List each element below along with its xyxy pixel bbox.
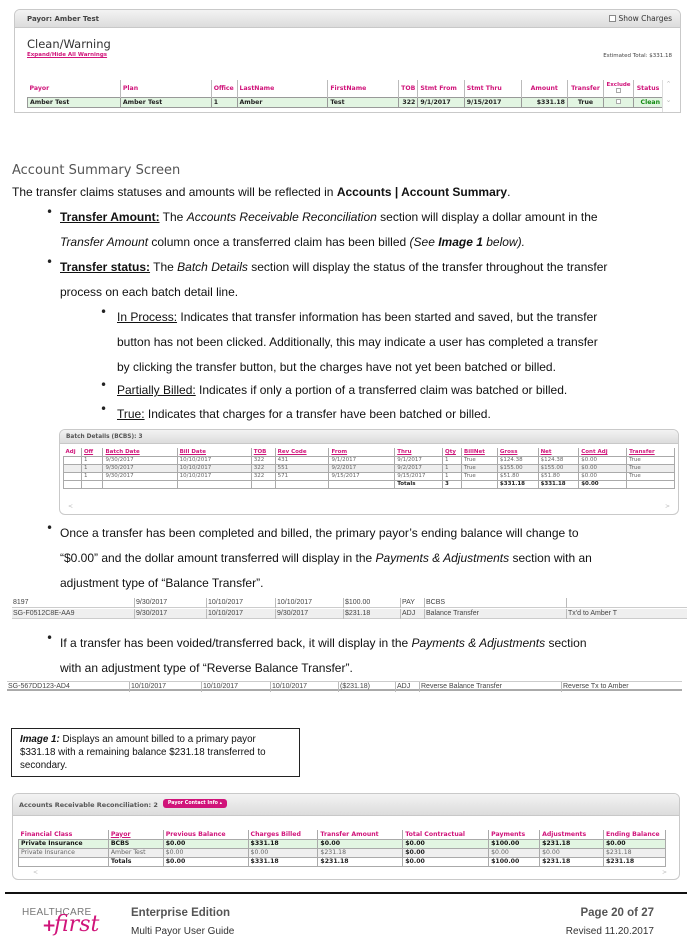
cell-ending-balance: $0.00 bbox=[604, 839, 666, 848]
col-adjustments[interactable]: Adjustments bbox=[540, 830, 604, 839]
batch-detail-row[interactable] bbox=[64, 456, 675, 464]
payment-cell: $231.18 bbox=[343, 609, 400, 619]
text: Indicates that charges for a transfer have been batched or billed. bbox=[144, 407, 491, 421]
text: by clicking the transfer button, but the charges have not yet been batched or billed. bbox=[117, 360, 556, 374]
payment-cell bbox=[566, 598, 686, 608]
text: The bbox=[150, 260, 178, 274]
batch-detail-row[interactable] bbox=[64, 472, 675, 480]
batch-details-header: Batch Details (BCBS): 3 bbox=[60, 430, 678, 444]
transfer-status-label: Transfer status: bbox=[60, 260, 151, 274]
total-cell bbox=[103, 480, 177, 488]
ar-row[interactable] bbox=[19, 839, 666, 848]
text: The bbox=[159, 210, 187, 224]
cell-tob: 322 bbox=[251, 472, 275, 480]
cell-qty: 1 bbox=[443, 472, 462, 480]
claims-table bbox=[27, 80, 663, 108]
col-cont-adj[interactable]: Cont Adj bbox=[579, 448, 627, 456]
cell-net: $124.38 bbox=[538, 456, 579, 464]
col-status[interactable]: Status bbox=[634, 80, 663, 97]
intro-paragraph bbox=[12, 180, 510, 205]
cell-transfer: True bbox=[567, 97, 603, 107]
cell-from: 9/2/2017 bbox=[329, 464, 395, 472]
cell-thru: 9/15/2017 bbox=[395, 472, 443, 480]
cell-qty: 1 bbox=[443, 456, 462, 464]
payment-cell: ADJ bbox=[395, 682, 419, 692]
payment-cell: SG-567DD123-AD4 bbox=[8, 683, 70, 690]
total-cell: Totals bbox=[395, 480, 443, 488]
cell-transfer: True bbox=[627, 456, 675, 464]
cell-payments: $100.00 bbox=[489, 839, 540, 848]
batch-detail-row[interactable] bbox=[64, 464, 675, 472]
intro-menu-path: Accounts | Account Summary bbox=[336, 185, 508, 199]
section-heading: Account Summary Screen bbox=[12, 163, 181, 178]
scroll-right-icon[interactable]: > bbox=[664, 503, 670, 510]
cell-adjustments: $0.00 bbox=[540, 848, 604, 857]
col-payments[interactable]: Payments bbox=[489, 830, 540, 839]
footer-divider bbox=[5, 892, 687, 894]
text: section bbox=[545, 636, 587, 650]
ar-row[interactable] bbox=[19, 848, 666, 857]
cell-thru: 9/1/2017 bbox=[395, 456, 443, 464]
col-financial-class[interactable]: Financial Class bbox=[19, 830, 109, 839]
col-billnet[interactable]: BillNet bbox=[462, 448, 498, 456]
payment-cell: 9/30/2017 bbox=[275, 609, 343, 619]
cell-rev-code: 551 bbox=[275, 464, 329, 472]
bullet-icon: • bbox=[46, 255, 54, 269]
bullet-icon: • bbox=[46, 205, 54, 219]
bullet-icon: • bbox=[46, 521, 54, 535]
sub-bullet-icon: • bbox=[100, 378, 108, 392]
cell-total-contractual: $0.00 bbox=[403, 839, 489, 848]
col-transfer[interactable]: Transfer bbox=[627, 448, 675, 456]
cell-stmt-thru: 9/15/2017 bbox=[464, 97, 521, 107]
payor-panel bbox=[14, 9, 681, 113]
batch-details-header-row bbox=[64, 448, 675, 456]
bullet-icon: • bbox=[46, 631, 54, 645]
col-transfer[interactable]: Transfer bbox=[567, 80, 603, 97]
cell-net: $51.80 bbox=[538, 472, 579, 480]
ar-reconciliation-panel bbox=[12, 793, 680, 880]
text-italic: Transfer Amount bbox=[60, 235, 149, 249]
cell-batch-date: 9/30/2017 bbox=[103, 464, 177, 472]
caption-text: Displays an amount billed to a primary payor $331.18 with a remaining balance $231.18 transferred to secondary. bbox=[20, 734, 266, 771]
logo-script: first bbox=[54, 912, 100, 937]
total-cell: $231.18 bbox=[604, 857, 666, 866]
cell-adj bbox=[64, 472, 82, 480]
payment-cell: PAY bbox=[400, 598, 424, 608]
in-process-label: In Process: bbox=[117, 310, 178, 324]
text: column once a transferred claim has been billed bbox=[148, 235, 410, 249]
cell-payments: $0.00 bbox=[489, 848, 540, 857]
cell-status: Clean bbox=[634, 97, 663, 107]
claims-table-row[interactable] bbox=[28, 97, 663, 107]
sub-bullet-icon: • bbox=[100, 305, 108, 319]
image-ref: Image 1 bbox=[438, 235, 483, 249]
clean-warning-title: Clean/Warning bbox=[27, 37, 111, 51]
total-cell bbox=[64, 480, 82, 488]
total-cell: $0.00 bbox=[579, 480, 627, 488]
col-amount[interactable]: Amount bbox=[521, 80, 567, 97]
total-cell: 3 bbox=[443, 480, 462, 488]
text: with an adjustment type of “Reverse Balance Transfer”. bbox=[60, 661, 353, 675]
cell-from: 9/1/2017 bbox=[329, 456, 395, 464]
payor-panel-title: Payor: Amber Test bbox=[27, 15, 99, 23]
cell-gross: $155.00 bbox=[497, 464, 538, 472]
cell-financial-class: Private Insurance bbox=[19, 848, 109, 857]
total-cell: $231.18 bbox=[318, 857, 403, 866]
text: “$0.00” and the dollar amount transferred will display in the bbox=[60, 551, 376, 565]
cell-bill-date: 10/10/2017 bbox=[177, 472, 251, 480]
cell-lastname: Amber bbox=[237, 97, 328, 107]
text-italic: Payments & Adjustments bbox=[411, 636, 546, 650]
total-cell: $0.00 bbox=[163, 857, 248, 866]
text: section will display a dollar amount in the bbox=[376, 210, 598, 224]
cell-batch-date: 9/30/2017 bbox=[103, 456, 177, 464]
col-lastname[interactable]: LastName bbox=[237, 80, 328, 97]
cell-billnet: True bbox=[462, 456, 498, 464]
total-cell bbox=[462, 480, 498, 488]
col-batch-date[interactable]: Batch Date bbox=[103, 448, 177, 456]
total-cell: $0.00 bbox=[403, 857, 489, 866]
sub-bullet-icon: • bbox=[100, 402, 108, 416]
exclude-checkbox[interactable] bbox=[616, 99, 621, 104]
text: section with an bbox=[509, 551, 592, 565]
scroll-left-icon[interactable]: < bbox=[68, 503, 74, 510]
cell-ending-balance: $231.18 bbox=[604, 848, 666, 857]
cell-thru: 9/2/2017 bbox=[395, 464, 443, 472]
payment-row-reverse-transfer[interactable] bbox=[7, 681, 682, 691]
footer-page-number: Page 20 of 27 bbox=[580, 907, 654, 919]
cell-tob: 322 bbox=[398, 97, 418, 107]
col-transfer-amount[interactable]: Transfer Amount bbox=[318, 830, 403, 839]
cell-adj bbox=[64, 456, 82, 464]
col-total-contractual[interactable]: Total Contractual bbox=[403, 830, 489, 839]
col-thru[interactable]: Thru bbox=[395, 448, 443, 456]
cell-cont-adj: $0.00 bbox=[579, 464, 627, 472]
col-payor[interactable]: Payor bbox=[108, 830, 163, 839]
col-office[interactable]: Office bbox=[211, 80, 237, 97]
true-label: True: bbox=[117, 407, 145, 421]
image-caption bbox=[11, 728, 300, 777]
payment-cell: Reverse Balance Transfer bbox=[419, 682, 561, 692]
cell-billnet: True bbox=[462, 464, 498, 472]
payment-cell: 9/30/2017 bbox=[134, 598, 206, 608]
estimated-total: Estimated Total: $331.18 bbox=[603, 53, 672, 59]
cell-off: 1 bbox=[81, 464, 103, 472]
total-cell bbox=[177, 480, 251, 488]
col-charges-billed[interactable]: Charges Billed bbox=[248, 830, 318, 839]
total-cell bbox=[329, 480, 395, 488]
col-adj[interactable]: Adj bbox=[64, 448, 82, 456]
payment-cell: 10/10/2017 bbox=[275, 598, 343, 608]
col-plan[interactable]: Plan bbox=[120, 80, 211, 97]
cell-tob: 322 bbox=[251, 464, 275, 472]
cell-plan: Amber Test bbox=[120, 97, 211, 107]
total-cell: $100.00 bbox=[489, 857, 540, 866]
payment-cell: 10/10/2017 bbox=[206, 609, 275, 619]
payment-cell: 10/10/2017 bbox=[201, 682, 270, 692]
col-tob[interactable]: TOB bbox=[251, 448, 275, 456]
cell-cont-adj: $0.00 bbox=[579, 456, 627, 464]
payment-cell: Balance Transfer bbox=[424, 609, 566, 619]
total-cell bbox=[627, 480, 675, 488]
text-italic: below). bbox=[482, 235, 525, 249]
cell-net: $155.00 bbox=[538, 464, 579, 472]
batch-totals-row bbox=[64, 480, 675, 488]
cell-adj bbox=[64, 464, 82, 472]
text-italic: Batch Details bbox=[177, 260, 248, 274]
payment-cell: ($231.18) bbox=[338, 682, 395, 692]
healthcare-first-logo bbox=[22, 901, 107, 945]
cell-transfer: True bbox=[627, 472, 675, 480]
col-tob[interactable]: TOB bbox=[398, 80, 418, 97]
col-firstname[interactable]: FirstName bbox=[328, 80, 398, 97]
transfer-amount-label: Transfer Amount: bbox=[60, 210, 160, 224]
show-charges-toggle[interactable] bbox=[609, 14, 672, 23]
cell-stmt-from: 9/1/2017 bbox=[418, 97, 464, 107]
payment-cell: 10/10/2017 bbox=[206, 598, 275, 608]
cell-financial-class: Private Insurance bbox=[19, 839, 109, 848]
cell-charges-billed: $331.18 bbox=[248, 839, 318, 848]
cell-transfer-amount: $231.18 bbox=[318, 848, 403, 857]
col-payor[interactable]: Payor bbox=[28, 80, 121, 97]
show-charges-label: Show Charges bbox=[618, 14, 672, 23]
col-net[interactable]: Net bbox=[538, 448, 579, 456]
ar-header-row bbox=[19, 830, 666, 839]
cell-bill-date: 10/10/2017 bbox=[177, 456, 251, 464]
cell-off: 1 bbox=[81, 456, 103, 464]
payor-panel-header bbox=[15, 10, 680, 28]
text-italic: (See bbox=[409, 235, 439, 249]
cell-transfer-amount: $0.00 bbox=[318, 839, 403, 848]
payment-cell: Reverse Tx to Amber bbox=[561, 682, 681, 692]
payment-cell: 10/10/2017 bbox=[129, 682, 201, 692]
text: If a transfer has been voided/transferred back, it will display in the bbox=[60, 636, 412, 650]
bullet-voided bbox=[60, 631, 687, 681]
cell-previous-balance: $0.00 bbox=[163, 848, 248, 857]
col-exclude[interactable] bbox=[604, 80, 634, 97]
caption-label: Image 1: bbox=[20, 734, 60, 745]
total-cell bbox=[275, 480, 329, 488]
cell-payor: BCBS bbox=[108, 839, 163, 848]
text: adjustment type of “Balance Transfer”. bbox=[60, 576, 264, 590]
bullet-partially-billed bbox=[117, 378, 567, 403]
col-ending-balance[interactable]: Ending Balance bbox=[604, 830, 666, 839]
col-rev-code[interactable]: Rev Code bbox=[275, 448, 329, 456]
text-italic: Payments & Adjustments bbox=[375, 551, 510, 565]
batch-details-table bbox=[63, 448, 675, 488]
cell-qty: 1 bbox=[443, 464, 462, 472]
col-bill-date[interactable]: Bill Date bbox=[177, 448, 251, 456]
ar-reconciliation-header bbox=[13, 794, 679, 816]
cell-off: 1 bbox=[81, 472, 103, 480]
total-cell bbox=[251, 480, 275, 488]
logo-text-top: HEALTHCARE bbox=[22, 907, 92, 918]
cell-billnet: True bbox=[462, 472, 498, 480]
bullet-transfer-status bbox=[60, 255, 687, 305]
payment-cell: 8197 bbox=[13, 599, 29, 606]
bullet-in-process bbox=[117, 305, 687, 380]
footer-guide-title: Multi Payor User Guide bbox=[131, 926, 235, 937]
text: section will display the status of the transfer throughout the transfer bbox=[247, 260, 608, 274]
cell-exclude bbox=[604, 97, 634, 107]
total-cell: $331.18 bbox=[497, 480, 538, 488]
claims-table-header bbox=[28, 80, 663, 97]
total-cell: $331.18 bbox=[248, 857, 318, 866]
payment-cell: SG-F0512C8E-AA9 bbox=[13, 610, 75, 617]
cell-adjustments: $231.18 bbox=[540, 839, 604, 848]
cell-from: 9/15/2017 bbox=[329, 472, 395, 480]
text: button has not been clicked. Additionally, this may indicate a user has completed a transfer bbox=[117, 335, 598, 349]
batch-details-panel bbox=[59, 429, 679, 515]
text-italic: Accounts Receivable Reconciliation bbox=[186, 210, 377, 224]
scroll-left-icon[interactable]: < bbox=[33, 869, 39, 876]
bullet-transfer-amount bbox=[60, 205, 685, 255]
col-off[interactable]: Off bbox=[81, 448, 103, 456]
text: Indicates if only a portion of a transferred claim was batched or billed. bbox=[195, 383, 568, 397]
cell-payor: Amber Test bbox=[28, 97, 121, 107]
text: process on each batch detail line. bbox=[60, 285, 239, 299]
col-stmt-from[interactable]: Stmt From bbox=[418, 80, 464, 97]
scroll-right-icon[interactable]: > bbox=[661, 869, 667, 876]
cell-rev-code: 571 bbox=[275, 472, 329, 480]
payment-row[interactable] bbox=[12, 598, 687, 608]
payment-cell: ADJ bbox=[400, 609, 424, 619]
total-cell: $331.18 bbox=[538, 480, 579, 488]
cell-total-contractual: $0.00 bbox=[403, 848, 489, 857]
total-cell: Totals bbox=[108, 857, 163, 866]
text: Once a transfer has been completed and billed, the primary payor’s ending balance will change to bbox=[60, 526, 579, 540]
col-stmt-thru[interactable]: Stmt Thru bbox=[464, 80, 521, 97]
bullet-true bbox=[117, 402, 491, 427]
expand-hide-warnings-link[interactable]: Expand/Hide All Warnings bbox=[27, 52, 108, 58]
ar-totals-row bbox=[19, 857, 666, 866]
cell-amount: $331.18 bbox=[521, 97, 567, 107]
col-previous-balance[interactable]: Previous Balance bbox=[163, 830, 248, 839]
footer-edition: Enterprise Edition bbox=[131, 907, 231, 919]
cell-transfer: True bbox=[627, 464, 675, 472]
bullet-completed bbox=[60, 521, 687, 596]
cell-rev-code: 431 bbox=[275, 456, 329, 464]
ar-reconciliation-title: Accounts Receivable Reconciliation: 2 bbox=[19, 801, 158, 809]
col-qty[interactable]: Qty bbox=[443, 448, 462, 456]
cell-tob: 322 bbox=[251, 456, 275, 464]
payment-cell: 9/30/2017 bbox=[134, 609, 206, 619]
scroll-up-icon[interactable]: ⌃ bbox=[665, 80, 672, 88]
cell-cont-adj: $0.00 bbox=[579, 472, 627, 480]
exclude-all-checkbox[interactable] bbox=[616, 88, 621, 93]
payment-cell: 10/10/2017 bbox=[270, 682, 338, 692]
intro-period: . bbox=[507, 185, 511, 199]
logo-plus-icon: + bbox=[42, 916, 57, 936]
col-exclude-label: Exclude bbox=[606, 81, 631, 88]
cell-gross: $51.80 bbox=[497, 472, 538, 480]
payor-contact-info-button[interactable]: Payor Contact Info ▴ bbox=[163, 799, 227, 808]
ar-reconciliation-table bbox=[18, 830, 666, 867]
payment-cell: $100.00 bbox=[343, 598, 400, 608]
vertical-scrollbar[interactable] bbox=[662, 80, 674, 113]
partially-billed-label: Partially Billed: bbox=[117, 383, 196, 397]
intro-text: The transfer claims statuses and amounts will be reflected in bbox=[12, 185, 337, 199]
cell-previous-balance: $0.00 bbox=[163, 839, 248, 848]
cell-bill-date: 10/10/2017 bbox=[177, 464, 251, 472]
total-cell: $231.18 bbox=[540, 857, 604, 866]
payment-row-balance-transfer[interactable] bbox=[12, 609, 687, 619]
cell-gross: $124.38 bbox=[497, 456, 538, 464]
cell-charges-billed: $0.00 bbox=[248, 848, 318, 857]
payment-cell: BCBS bbox=[424, 598, 566, 608]
scroll-down-icon[interactable]: ⌄ bbox=[665, 96, 672, 104]
cell-payor: Amber Test bbox=[108, 848, 163, 857]
cell-office: 1 bbox=[211, 97, 237, 107]
text: Indicates that transfer information has been started and saved, but the transfer bbox=[177, 310, 598, 324]
payment-cell: Tx'd to Amber T bbox=[566, 609, 686, 619]
col-from[interactable]: From bbox=[329, 448, 395, 456]
col-gross[interactable]: Gross bbox=[497, 448, 538, 456]
cell-batch-date: 9/30/2017 bbox=[103, 472, 177, 480]
total-cell bbox=[81, 480, 103, 488]
footer-revised-date: Revised 11.20.2017 bbox=[565, 926, 654, 937]
show-charges-checkbox[interactable] bbox=[609, 15, 616, 22]
cell-firstname: Test bbox=[328, 97, 398, 107]
total-cell bbox=[19, 857, 109, 866]
